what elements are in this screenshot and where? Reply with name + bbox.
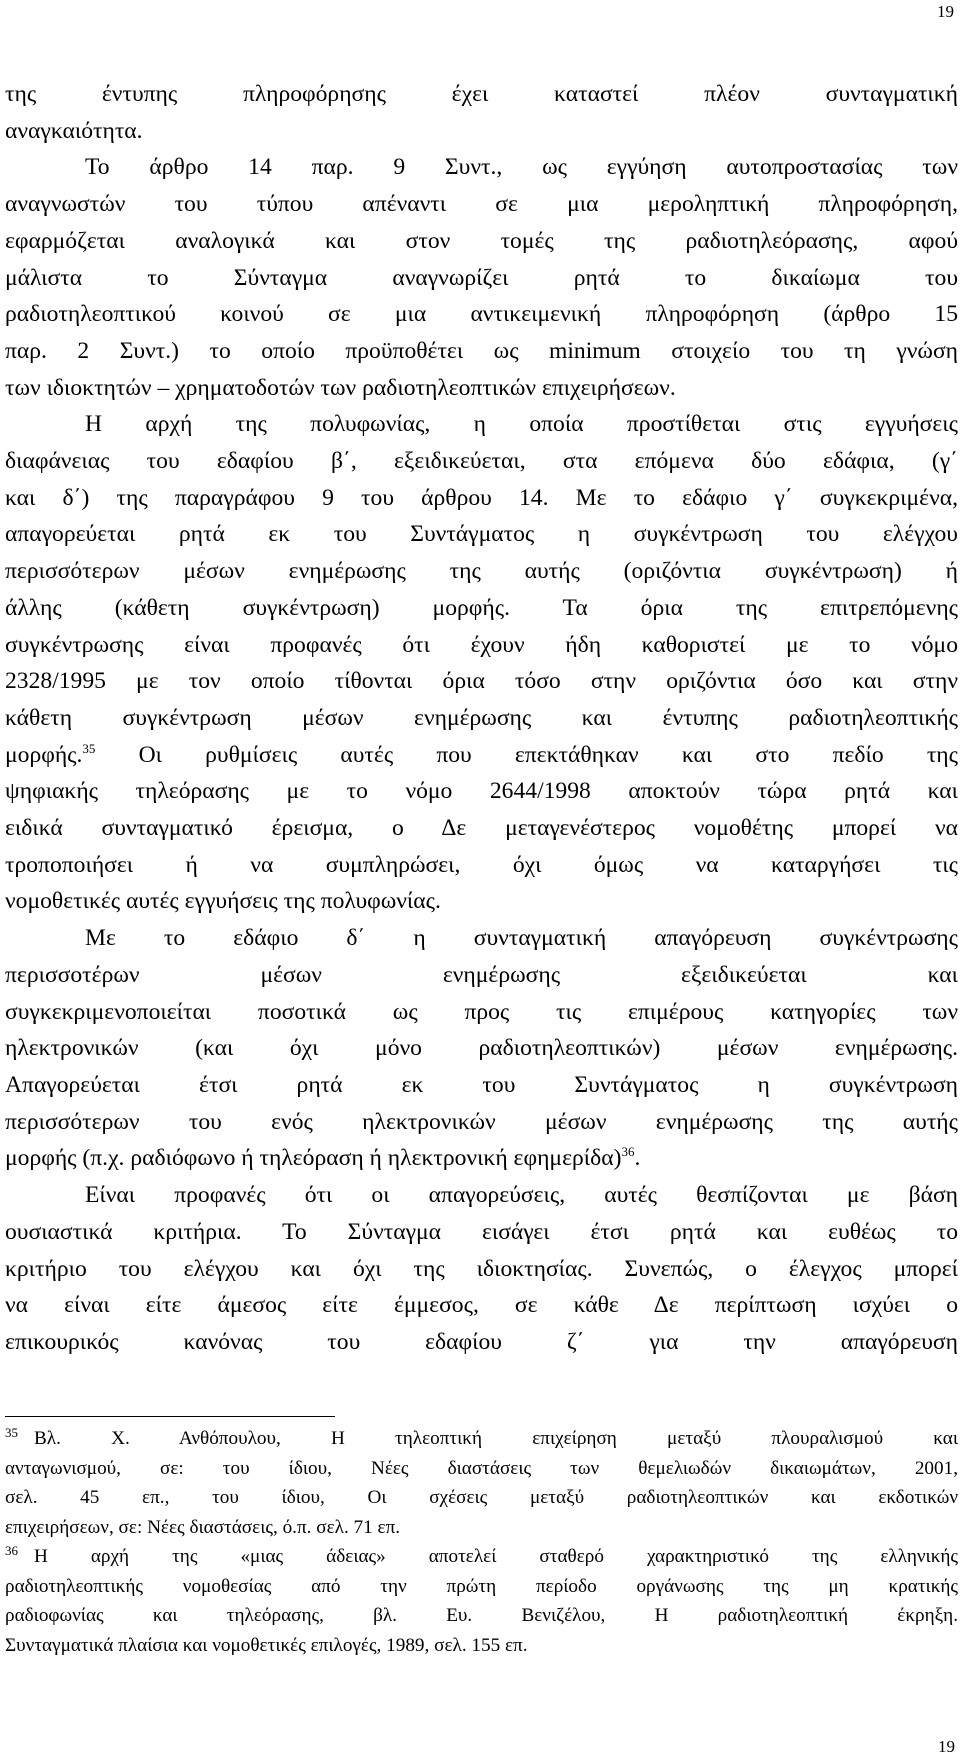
body-line <box>5 296 958 333</box>
body-line <box>5 260 958 297</box>
body-line <box>5 1287 958 1324</box>
body-line <box>5 627 958 664</box>
footnote-ref: 36 <box>621 1144 635 1160</box>
body-line-text: των ιδιοκτητών – χρηματοδοτών των ραδιοτηλεοπτικών επιχειρήσεων. <box>5 374 676 401</box>
footnote-line <box>5 1542 958 1572</box>
body-line-text: Το άρθρο 14 παρ. 9 Συντ., ως εγγύηση αυτοπροστασίας των <box>85 154 958 181</box>
body-line-text: απαγορεύεται ρητά εκ του Συντάγματος η συγκέντρωση του ελέγχου <box>5 521 958 548</box>
page-number-top: 19 <box>937 2 954 21</box>
body-line <box>5 700 958 737</box>
body-line <box>5 223 958 260</box>
body-line-text: τροποποιήσει ή να συμπληρώσει, όχι όμως να καταργήσει τις <box>5 851 958 878</box>
body-line <box>5 1140 958 1177</box>
body-line-text: μάλιστα το Σύνταγμα αναγνωρίζει ρητά το δικαίωμα του <box>5 264 958 291</box>
footnote-ref: 35 <box>82 740 96 756</box>
body-line-text: συγκέντρωσης είναι προφανές ότι έχουν ήδη καθοριστεί με το νόμο <box>5 631 958 658</box>
body-line-text: της έντυπης πληροφόρησης έχει καταστεί πλέον συνταγματική <box>5 81 958 107</box>
footnote-text: ραδιοτηλεοπτικής νομοθεσίας από την πρώτη περίοδο οργάνωσης της μη κρατικής <box>5 1575 958 1597</box>
body-line <box>5 957 958 994</box>
body-line <box>5 1104 958 1141</box>
body-line-text: αναγνωστών του τύπου απέναντι σε μια μεροληπτική πληροφόρηση, <box>5 191 958 218</box>
footnote-line <box>5 1424 958 1454</box>
body-line <box>5 737 958 774</box>
footnote-text: επιχειρήσεων, σε: Νέες διαστάσεις, ό.π. σελ. 71 επ. <box>5 1516 401 1538</box>
body-line-text: κάθετη συγκέντρωση μέσων ενημέρωσης και έντυπης ραδιοτηλεοπτικής <box>5 704 958 731</box>
body-line-text: Είναι προφανές ότι οι απαγορεύσεις, αυτές θεσπίζονται με βάση <box>85 1182 958 1209</box>
footnotes <box>5 1424 958 1660</box>
body-line <box>5 370 958 407</box>
body-line <box>5 663 958 700</box>
body-line <box>5 1324 958 1361</box>
body-line <box>5 847 958 884</box>
footnote-text: Βλ. Χ. Ανθόπουλου, Η τηλεοπτική επιχείρηση μεταξύ πλουραλισμού και <box>34 1428 958 1449</box>
body-line-text: . <box>634 1145 641 1172</box>
body-line <box>5 1030 958 1067</box>
body-line <box>5 186 958 223</box>
body-line-text: περισσότερων μέσων ενημέρωσης της αυτής (οριζόντια συγκέντρωση) ή <box>5 558 958 585</box>
body-line-text: Οι ρυθμίσεις αυτές που επεκτάθηκαν και στο πεδίο της <box>95 741 958 768</box>
body-line-text: περισσότερων του ενός ηλεκτρονικών μέσων ενημέρωσης της αυτής <box>5 1108 958 1135</box>
footnote-line <box>5 1483 958 1513</box>
body-line-text: να είναι είτε άμεσος είτε έμμεσος, σε κάθε Δε περίπτωση ισχύει ο <box>5 1292 958 1319</box>
body-line-text: διαφάνειας του εδαφίου β΄, εξειδικεύεται, στα επόμενα δύο εδάφια, (γ΄ <box>5 448 958 475</box>
body-line-text: Απαγορεύεται έτσι ρητά εκ του Συντάγματος η συγκέντρωση <box>5 1071 958 1098</box>
footnote-text: σελ. 45 επ., του ίδιου, Οι σχέσεις μεταξύ ραδιοτηλεοπτικών και εκδοτικών <box>5 1487 958 1508</box>
body-line <box>5 149 958 186</box>
body-line <box>5 1067 958 1104</box>
page-number-bottom: 19 <box>938 1737 955 1756</box>
body-line <box>5 994 958 1031</box>
footnote-line <box>5 1631 958 1661</box>
footnote-text: ανταγωνισμού, σε: του ίδιου, Νέες διαστάσεις των θεμελιωδών δικαιωμάτων, 2001, <box>5 1457 958 1479</box>
body-line-text: μορφής. <box>5 741 83 768</box>
body-line-text: αναγκαιότητα. <box>5 117 143 144</box>
body-line <box>5 1214 958 1251</box>
body-line <box>5 553 958 590</box>
body-line-text: και δ΄) της παραγράφου 9 του άρθρου 14. Με το εδάφιο γ΄ συγκεκριμένα, <box>5 484 958 511</box>
body-text <box>5 76 958 1361</box>
body-line-text: άλλης (κάθετη συγκέντρωση) μορφής. Τα όρια της επιτρεπόμενης <box>5 594 958 621</box>
body-line-text: ψηφιακής τηλεόρασης με το νόμο 2644/1998 αποκτούν τώρα ρητά και <box>5 778 958 805</box>
body-line <box>5 333 958 370</box>
body-line-text: επικουρικός κανόνας του εδαφίου ζ΄ για την απαγόρευση <box>5 1328 958 1355</box>
body-line <box>5 406 958 443</box>
footnote-line <box>5 1454 958 1484</box>
body-line-text: Με το εδάφιο δ΄ η συνταγματική απαγόρευση συγκέντρωσης <box>85 925 958 952</box>
body-line <box>5 810 958 847</box>
body-line <box>5 590 958 627</box>
body-line-text: ηλεκτρονικών (και όχι μόνο ραδιοτηλεοπτικών) μέσων ενημέρωσης. <box>5 1035 958 1062</box>
footnote-text: Συνταγματικά πλαίσια και νομοθετικές επιλογές, 1989, σελ. 155 επ. <box>5 1634 528 1656</box>
body-line-text: συγκεκριμενοποιείται ποσοτικά ως προς τις επιμέρους κατηγορίες των <box>5 998 958 1025</box>
footnote-line <box>5 1513 958 1543</box>
body-line-text: Η αρχή της πολυφωνίας, η οποία προστίθεται στις εγγυήσεις <box>85 411 958 438</box>
body-line <box>5 1251 958 1288</box>
body-line-text: ραδιοτηλεοπτικού κοινού σε μια αντικειμενική πληροφόρηση (άρθρο 15 <box>5 301 958 328</box>
body-line-text: παρ. 2 Συντ.) το οποίο προϋποθέτει ως minimum στοιχείο του τη γνώση <box>5 337 958 364</box>
body-line <box>5 480 958 517</box>
body-line <box>5 76 958 113</box>
body-line <box>5 1177 958 1214</box>
body-line <box>5 773 958 810</box>
body-line <box>5 883 958 920</box>
footnote-line <box>5 1601 958 1631</box>
body-line-text: ουσιαστικά κριτήρια. Το Σύνταγμα εισάγει έτσι ρητά και ευθέως το <box>5 1218 958 1245</box>
footnote-text: ραδιοφωνίας και τηλεόρασης, βλ. Ευ. Βενιζέλου, Η ραδιοτηλεοπτική έκρηξη. <box>5 1605 958 1626</box>
body-line-text: μορφής (π.χ. ραδιόφωνο ή τηλεόραση ή ηλεκτρονική εφημερίδα) <box>5 1145 622 1172</box>
body-line-text: ειδικά συνταγματικό έρεισμα, ο Δε μεταγενέστερος νομοθέτης μπορεί να <box>5 815 958 842</box>
body-line-text: εφαρμόζεται αναλογικά και στον τομές της ραδιοτηλεόρασης, αφού <box>5 227 958 254</box>
body-line-text: 2328/1995 με τον οποίο τίθονται όρια τόσο στην οριζόντια όσο και στην <box>5 668 958 695</box>
body-line <box>5 443 958 480</box>
footnote-number: 35 <box>5 1424 18 1440</box>
body-line-text: νομοθετικές αυτές εγγυήσεις της πολυφωνίας. <box>5 888 441 915</box>
body-line-text: περισσοτέρων μέσων ενημέρωσης εξειδικεύεται και <box>5 961 958 988</box>
body-line <box>5 113 958 150</box>
body-line <box>5 516 958 553</box>
body-line <box>5 920 958 957</box>
body-line-text: κριτήριο του ελέγχου και όχι της ιδιοκτησίας. Συνεπώς, ο έλεγχος μπορεί <box>5 1255 958 1282</box>
footnote-number: 36 <box>5 1542 18 1558</box>
footnote-separator <box>5 1416 335 1417</box>
footnote-text: Η αρχή της «μιας άδειας» αποτελεί σταθερό χαρακτηριστικό της ελληνικής <box>34 1546 958 1567</box>
footnote-line <box>5 1572 958 1602</box>
